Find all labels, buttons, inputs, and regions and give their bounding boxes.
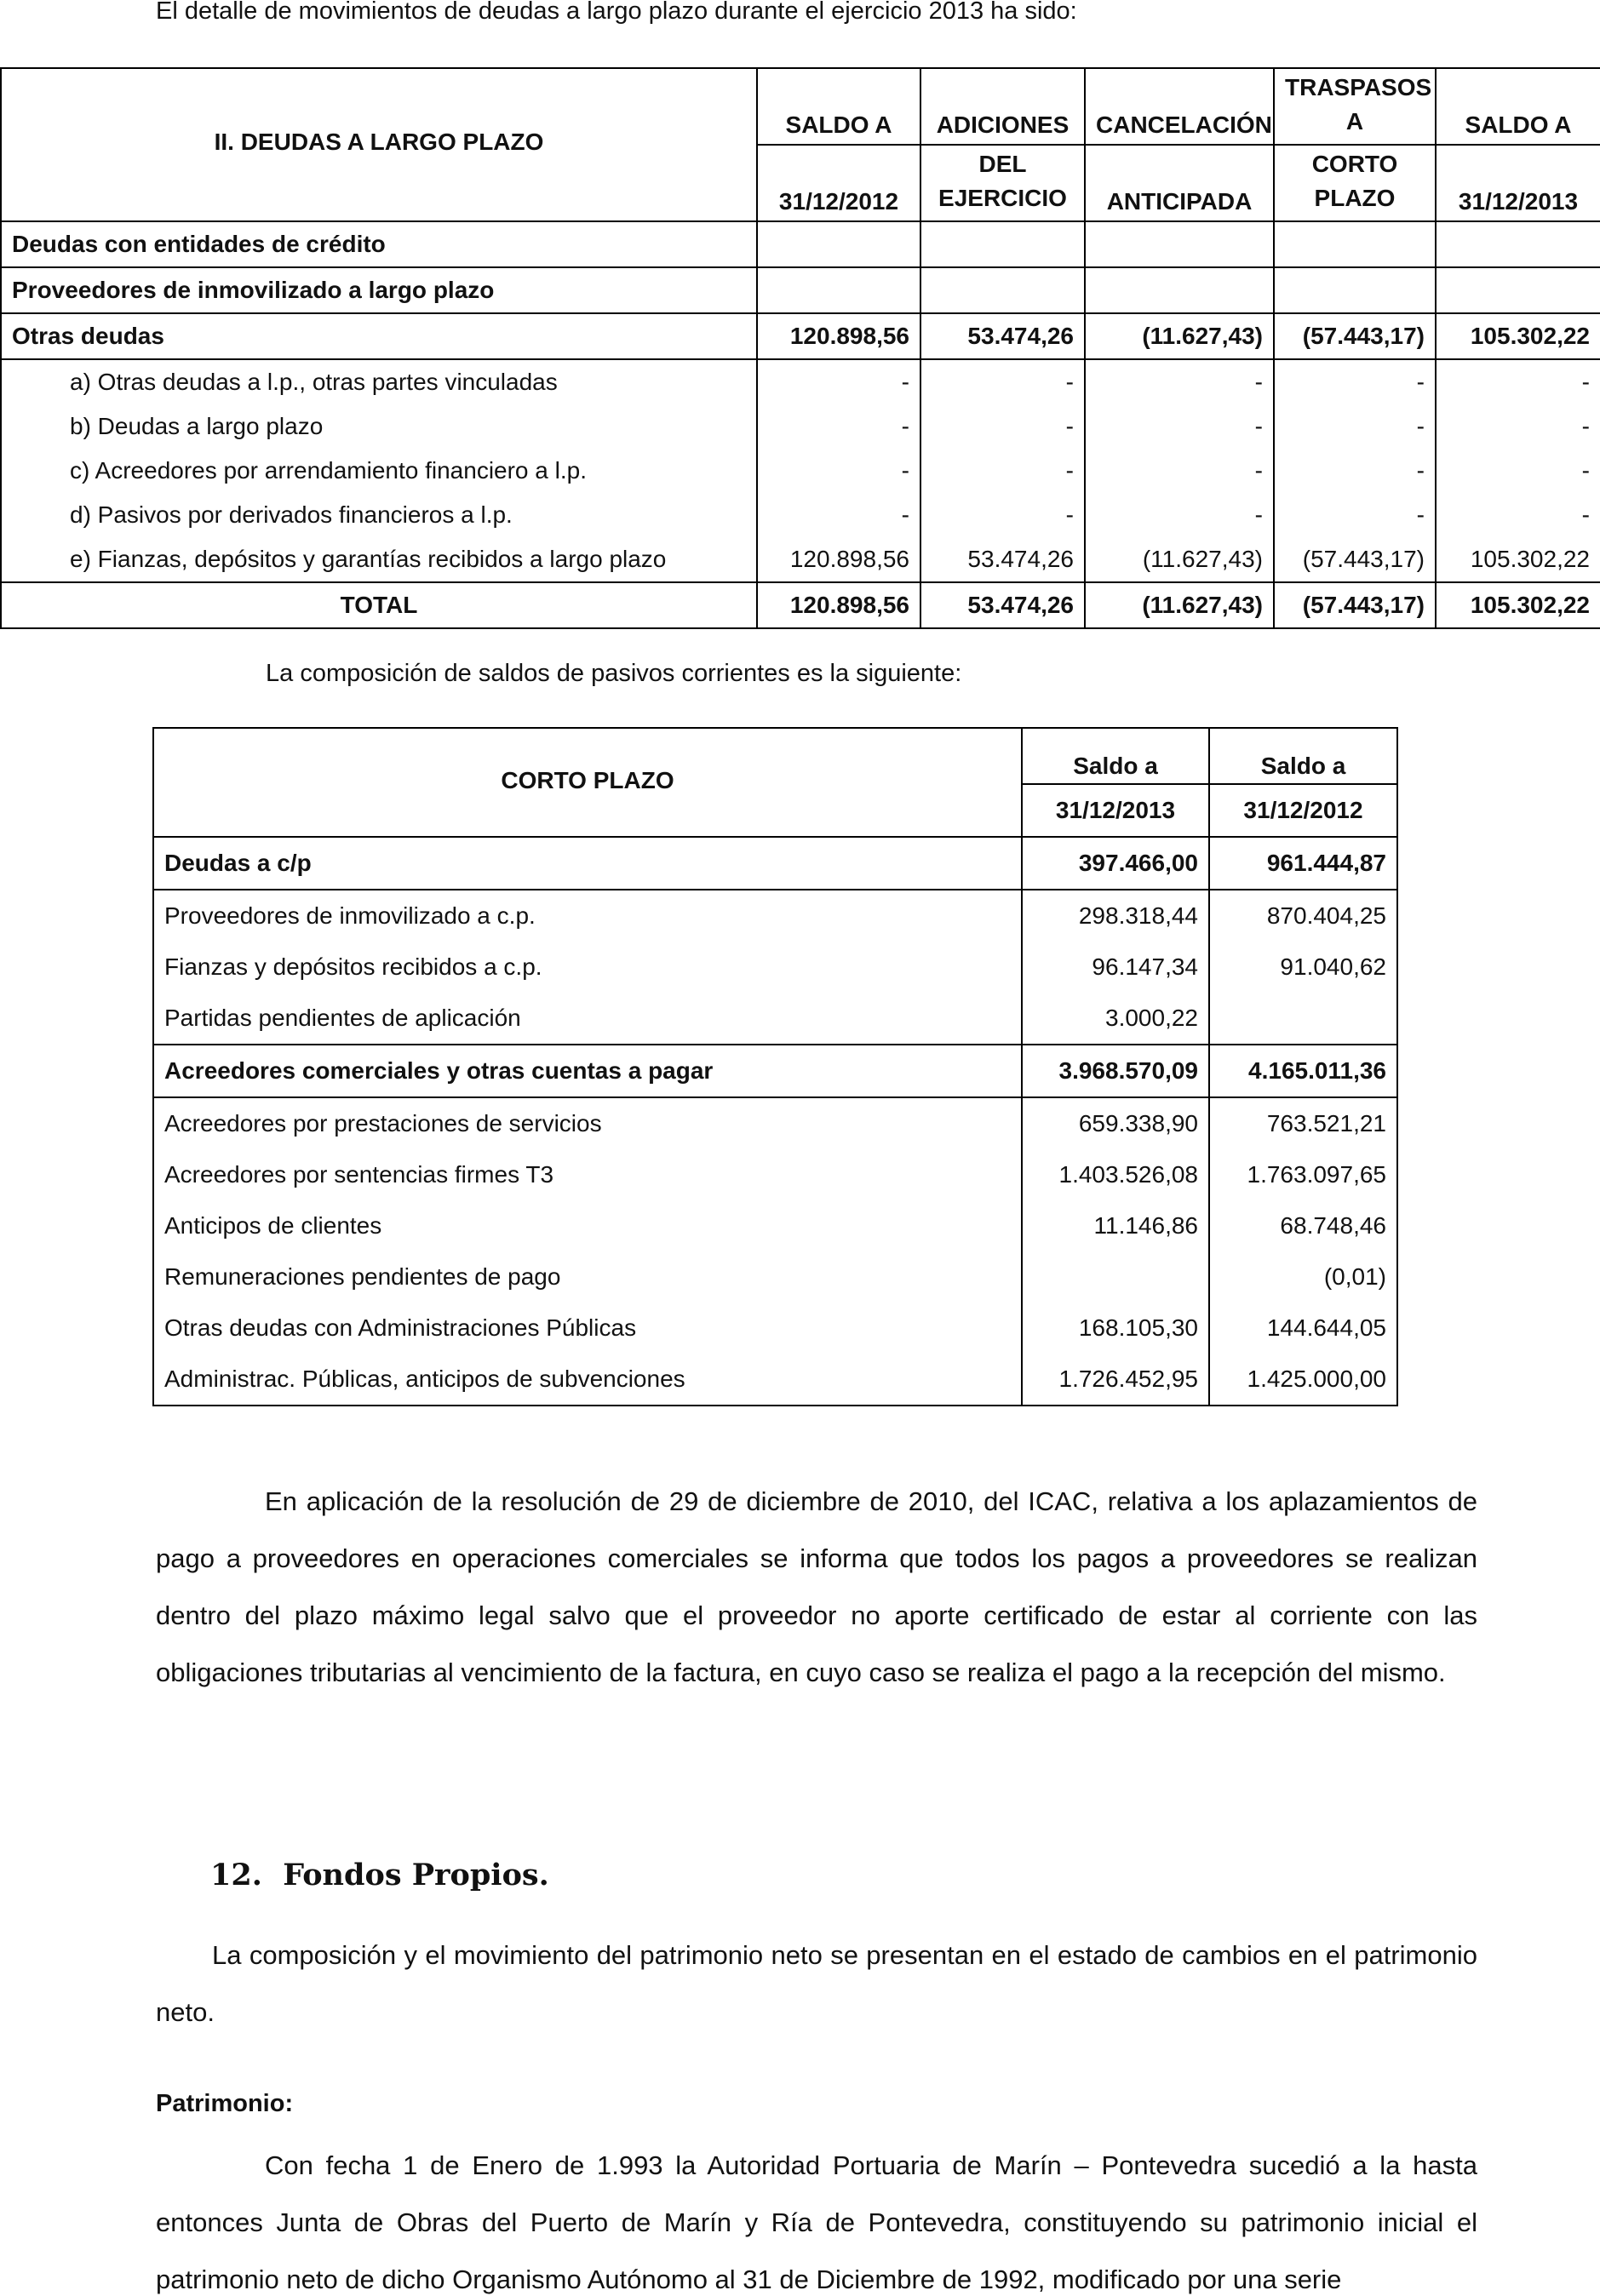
cell: 3.968.570,09 <box>1022 1045 1209 1097</box>
total-label: TOTAL <box>1 582 757 628</box>
patrimonio-label: Patrimonio: <box>156 2090 294 2117</box>
lt-header-top: SALDO A <box>757 68 920 145</box>
row-label: b) Deudas a largo plazo <box>1 404 757 449</box>
lt-header-top: CANCELACIÓN <box>1085 68 1274 145</box>
cell: (0,01) <box>1209 1251 1397 1303</box>
cell: - <box>920 493 1085 537</box>
cell: 961.444,87 <box>1209 837 1397 890</box>
cell <box>1436 221 1600 267</box>
table-row <box>1 267 1600 313</box>
st-header-top: Saldo a <box>1022 728 1209 784</box>
cell <box>1274 267 1436 313</box>
row-label: Acreedores por sentencias firmes T3 <box>153 1149 1022 1200</box>
row-label: Otras deudas <box>1 313 757 359</box>
cell: 1.763.097,65 <box>1209 1149 1397 1200</box>
lt-header-bottom: CORTO PLAZO <box>1274 145 1436 221</box>
cell: 105.302,22 <box>1436 313 1600 359</box>
section-number: 12. <box>210 1858 262 1892</box>
cell <box>1085 267 1274 313</box>
group-label: Deudas a c/p <box>153 837 1022 890</box>
row-label: Administrac. Públicas, anticipos de subvenciones <box>153 1354 1022 1406</box>
cell <box>1436 267 1600 313</box>
paragraph-patrimonio: Con fecha 1 de Enero de 1.993 la Autoridad Portuaria de Marín – Pontevedra sucedió a la hasta entonces Junta de Obras del Puerto de Marín y Ría de Pontevedra, constituyendo su patrimonio inicial el patrimonio neto de dicho Organismo Autónomo al 31 de Diciembre de 1992, modificado por una serie <box>156 2150 1477 2294</box>
cell: (11.627,43) <box>1085 582 1274 628</box>
section-heading <box>210 1858 549 1892</box>
row-label: Otras deudas con Administraciones Públicas <box>153 1303 1022 1354</box>
section-title: Fondos Propios. <box>283 1858 549 1892</box>
cell <box>1022 1251 1209 1303</box>
row-label: c) Acreedores por arrendamiento financiero a l.p. <box>1 449 757 493</box>
cell <box>920 221 1085 267</box>
cell: 53.474,26 <box>920 313 1085 359</box>
paragraph-icac: En aplicación de la resolución de 29 de diciembre de 2010, del ICAC, relativa a los aplazamientos de pago a proveedores en operaciones comerciales se informa que todos los pagos a proveedores se realizan dentro del plazo máximo legal salvo que el proveedor no aporte certificado de estar al corriente con las obligaciones tributarias al vencimiento de la factura, en cuyo caso se realiza el pago a la recepción del mismo. <box>156 1486 1477 1687</box>
cell: - <box>1274 404 1436 449</box>
row-label: Deudas con entidades de crédito <box>1 221 757 267</box>
cell: 68.748,46 <box>1209 1200 1397 1251</box>
cell: 91.040,62 <box>1209 942 1397 993</box>
cell: 120.898,56 <box>757 537 920 582</box>
cell: 96.147,34 <box>1022 942 1209 993</box>
cell: 763.521,21 <box>1209 1097 1397 1149</box>
cell: 870.404,25 <box>1209 890 1397 942</box>
table-row <box>1 404 1600 449</box>
row-label: a) Otras deudas a l.p., otras partes vinculadas <box>1 359 757 404</box>
cell: 53.474,26 <box>920 582 1085 628</box>
cell: - <box>757 404 920 449</box>
row-label: Proveedores de inmovilizado a c.p. <box>153 890 1022 942</box>
st-header-bottom: 31/12/2012 <box>1209 784 1397 837</box>
table-row <box>153 1045 1397 1097</box>
table-row <box>153 1097 1397 1149</box>
cell: 3.000,22 <box>1022 993 1209 1045</box>
lt-header-top: TRASPASOS A <box>1274 68 1436 145</box>
intro-text: El detalle de movimientos de deudas a largo plazo durante el ejercicio 2013 ha sido: <box>156 0 1077 25</box>
table-row <box>1 221 1600 267</box>
table-row <box>1 313 1600 359</box>
cell: 105.302,22 <box>1436 582 1600 628</box>
table-row <box>153 1354 1397 1406</box>
st-header-top: Saldo a <box>1209 728 1397 784</box>
cell: 1.726.452,95 <box>1022 1354 1209 1406</box>
cell: - <box>757 359 920 404</box>
cell: - <box>1436 493 1600 537</box>
composition-text: La composición de saldos de pasivos corrientes es la siguiente: <box>266 660 962 687</box>
long-term-debt-table <box>0 67 1600 629</box>
cell: - <box>1085 493 1274 537</box>
cell: 53.474,26 <box>920 537 1085 582</box>
cell <box>1274 221 1436 267</box>
row-label: Fianzas y depósitos recibidos a c.p. <box>153 942 1022 993</box>
lt-header-bottom: DEL EJERCICIO <box>920 145 1085 221</box>
cell: - <box>1274 359 1436 404</box>
cell: 1.403.526,08 <box>1022 1149 1209 1200</box>
lt-header-bottom: 31/12/2013 <box>1436 145 1600 221</box>
cell: (57.443,17) <box>1274 313 1436 359</box>
table-row <box>1 449 1600 493</box>
cell: - <box>1085 359 1274 404</box>
row-label: e) Fianzas, depósitos y garantías recibidos a largo plazo <box>1 537 757 582</box>
cell: (11.627,43) <box>1085 313 1274 359</box>
table-row <box>1 537 1600 582</box>
table-row <box>153 942 1397 993</box>
table-row <box>153 1200 1397 1251</box>
cell: - <box>1085 404 1274 449</box>
cell: - <box>1436 404 1600 449</box>
cell <box>1085 221 1274 267</box>
table-row <box>1 493 1600 537</box>
cell: - <box>920 404 1085 449</box>
cell: (57.443,17) <box>1274 582 1436 628</box>
lt-header-bottom: ANTICIPADA <box>1085 145 1274 221</box>
group-label: Acreedores comerciales y otras cuentas a pagar <box>153 1045 1022 1097</box>
st-table-title: CORTO PLAZO <box>153 728 1022 837</box>
lt-header-top: ADICIONES <box>920 68 1085 145</box>
cell: 144.644,05 <box>1209 1303 1397 1354</box>
lt-header-bottom: 31/12/2012 <box>757 145 920 221</box>
cell: (57.443,17) <box>1274 537 1436 582</box>
cell: - <box>757 449 920 493</box>
table-row <box>153 1251 1397 1303</box>
cell <box>757 221 920 267</box>
cell: - <box>920 449 1085 493</box>
row-label: Anticipos de clientes <box>153 1200 1022 1251</box>
cell: 659.338,90 <box>1022 1097 1209 1149</box>
cell: 105.302,22 <box>1436 537 1600 582</box>
row-label: d) Pasivos por derivados financieros a l.p. <box>1 493 757 537</box>
cell: 120.898,56 <box>757 313 920 359</box>
row-label: Partidas pendientes de aplicación <box>153 993 1022 1045</box>
cell: - <box>757 493 920 537</box>
cell: - <box>1274 449 1436 493</box>
cell: - <box>1085 449 1274 493</box>
cell <box>757 267 920 313</box>
cell: 298.318,44 <box>1022 890 1209 942</box>
cell: 168.105,30 <box>1022 1303 1209 1354</box>
table-row <box>1 359 1600 404</box>
table-row <box>153 1149 1397 1200</box>
total-row <box>1 582 1600 628</box>
cell: 4.165.011,36 <box>1209 1045 1397 1097</box>
cell: 11.146,86 <box>1022 1200 1209 1251</box>
cell: - <box>1436 449 1600 493</box>
st-header-bottom: 31/12/2013 <box>1022 784 1209 837</box>
cell: 397.466,00 <box>1022 837 1209 890</box>
cell: 1.425.000,00 <box>1209 1354 1397 1406</box>
cell: 120.898,56 <box>757 582 920 628</box>
cell: - <box>920 359 1085 404</box>
cell <box>1209 993 1397 1045</box>
lt-header-top: SALDO A <box>1436 68 1600 145</box>
cell: - <box>1436 359 1600 404</box>
short-term-table <box>152 727 1398 1406</box>
table-row <box>153 1303 1397 1354</box>
row-label: Proveedores de inmovilizado a largo plazo <box>1 267 757 313</box>
row-label: Acreedores por prestaciones de servicios <box>153 1097 1022 1149</box>
lt-table-title: II. DEUDAS A LARGO PLAZO <box>1 68 757 221</box>
table-row <box>153 837 1397 890</box>
row-label: Remuneraciones pendientes de pago <box>153 1251 1022 1303</box>
table-row <box>153 993 1397 1045</box>
cell: - <box>1274 493 1436 537</box>
cell <box>920 267 1085 313</box>
paragraph-fondos: La composición y el movimiento del patrimonio neto se presentan en el estado de cambios en el patrimonio neto. <box>156 1940 1477 2027</box>
table-row <box>153 890 1397 942</box>
cell: (11.627,43) <box>1085 537 1274 582</box>
